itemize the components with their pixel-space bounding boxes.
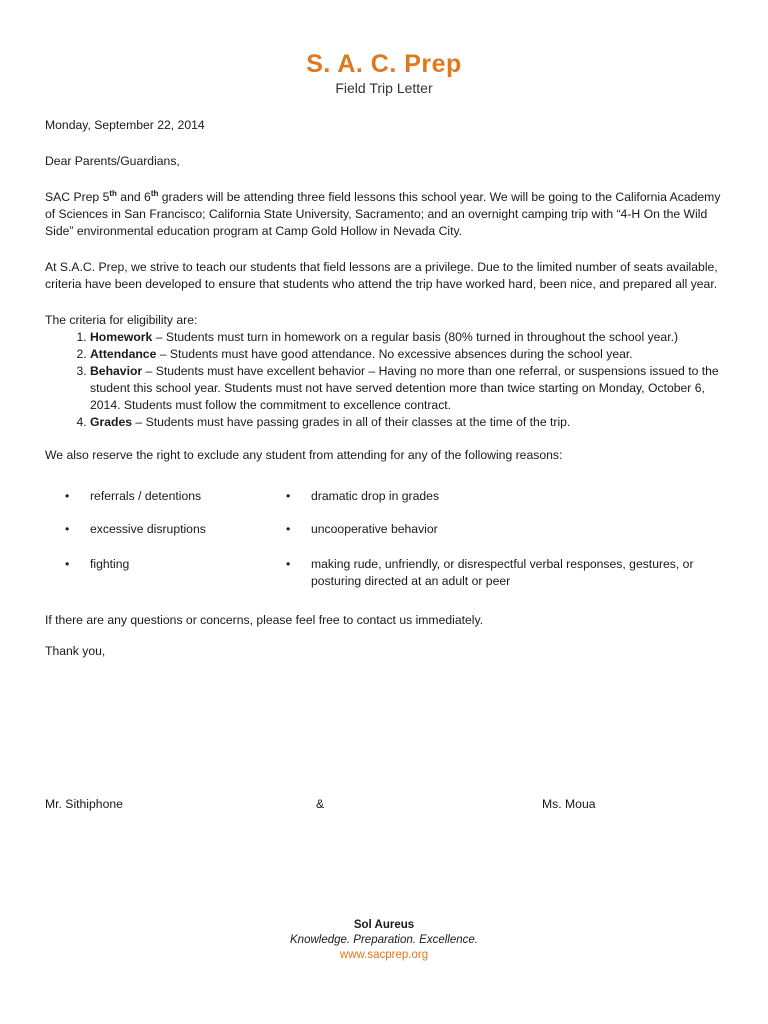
signature-line	[45, 797, 725, 817]
footer-name: Sol Aureus	[353, 919, 415, 931]
para1-text-a: SAC Prep 5	[45, 190, 110, 204]
reason-text: referrals / detentions	[90, 489, 202, 503]
reasons-intro: We also reserve the right to exclude any student from attending for any of the following reasons:	[45, 448, 563, 462]
letterhead	[0, 50, 768, 96]
reason-text: dramatic drop in grades	[311, 489, 440, 503]
closing: Thank you,	[45, 644, 106, 658]
criteria-term: Homework	[90, 330, 153, 344]
signature-left: Mr. Sithiphone	[45, 797, 123, 811]
reason-text: making rude, unfriendly, or disrespectful verbal responses, gestures, or posturing directed at an adult or peer	[311, 557, 694, 588]
criteria-text: – Students must turn in homework on a regular basis (80% turned in throughout the school year.)	[152, 330, 679, 344]
criteria-item-behavior	[90, 363, 725, 414]
criteria-item-attendance	[90, 346, 725, 363]
footer-website-link[interactable]: www.sacprep.org	[339, 949, 429, 961]
document-title: Field Trip Letter	[335, 80, 433, 96]
bullet-icon: •	[286, 522, 291, 536]
para1-sup-a: th	[109, 188, 117, 198]
criteria-intro: The criteria for eligibility are:	[45, 313, 198, 327]
criteria-term: Attendance	[90, 347, 157, 361]
para1-text-b: and 6	[116, 190, 151, 204]
letter-body	[45, 117, 725, 660]
reason-text: fighting	[90, 557, 130, 571]
footer	[0, 918, 768, 963]
criteria-text: – Students must have excellent behavior – Having no more than one referral, or suspensions issued to the student this school year. Students must not have served detention more than twice starting on Monday, October 6, 2014. Students must follow the commitment to excellence contract.	[90, 364, 719, 412]
criteria-list	[45, 329, 725, 431]
signature-right: Ms. Moua	[542, 797, 596, 811]
letter-date: Monday, September 22, 2014	[45, 118, 205, 132]
salutation: Dear Parents/Guardians,	[45, 154, 180, 168]
school-name: S. A. C. Prep	[306, 50, 462, 78]
criteria-term: Grades	[90, 415, 133, 429]
paragraph-field-lessons	[45, 189, 725, 240]
bullet-icon: •	[286, 489, 291, 503]
para1-sup-b: th	[150, 188, 159, 198]
paragraph-privilege: At S.A.C. Prep, we strive to teach our students that field lessons are a privilege. Due to the limited number of seats available, criteria have been developed to ensure that students who attend the trip have worked hard, been nice, and prepared all year.	[45, 260, 718, 291]
para1-text-c: graders will be attending three field lessons this school year. We will be going to the California Academy of Sciences in San Francisco; California State University, Sacramento; and an overnight camping trip with “4-H On the Wild Side” environmental education program at Camp Gold Hollow in Nevada City.	[45, 190, 721, 238]
bullet-icon: •	[286, 557, 291, 571]
footer-motto: Knowledge. Preparation. Excellence.	[290, 934, 478, 946]
criteria-term: Behavior	[90, 364, 143, 378]
bullet-icon: •	[65, 489, 70, 503]
reason-text: uncooperative behavior	[311, 522, 438, 536]
bullet-icon: •	[65, 557, 70, 571]
reason-text: excessive disruptions	[90, 522, 206, 536]
reasons-list	[45, 470, 725, 590]
contact-line: If there are any questions or concerns, please feel free to contact us immediately.	[45, 613, 484, 627]
criteria-text: – Students must have passing grades in all of their classes at the time of the trip.	[132, 415, 571, 429]
bullet-icon: •	[65, 522, 70, 536]
criteria-item-grades	[90, 414, 725, 431]
criteria-text: – Students must have good attendance. No excessive absences during the school year.	[156, 347, 633, 361]
criteria-item-homework	[90, 329, 725, 346]
signature-ampersand: &	[316, 797, 325, 811]
